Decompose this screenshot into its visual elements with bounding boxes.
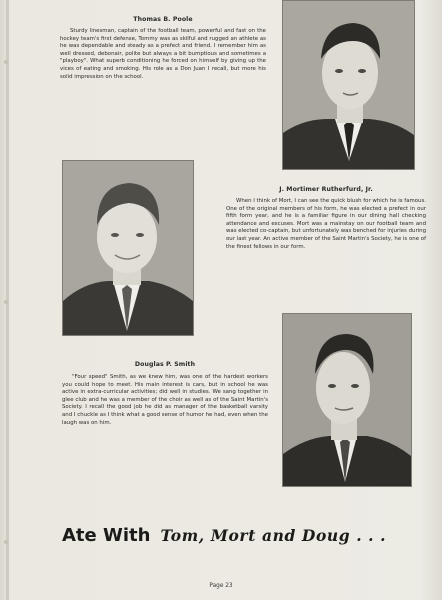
portrait-image <box>283 1 414 169</box>
portrait-photo-smith <box>282 313 412 487</box>
portrait-image <box>283 314 411 486</box>
student-name-smith: Douglas P. Smith <box>134 361 196 368</box>
binding-hole <box>4 540 8 544</box>
portrait-photo-rutherfurd <box>62 160 194 336</box>
student-bio-poole: Sturdy linesman, captain of the football team, powerful and fast on the hockey team's first defense, Tommy was as skilful and rugged an athlete as he was dependable and steady as a prefect and friend. I remember him as well dressed, debonair, polite but always a bit bumptious and sometimes a "playboy". What superb conditioning he forced on himself by giving up the vices of eating and smoking. His role as a Don Juan I recall, but more his solid impression on the school. <box>60 28 266 80</box>
heading-prefix: Ate With <box>62 525 151 546</box>
binding-hole <box>4 300 8 304</box>
ate-with-heading <box>62 525 386 546</box>
portrait-image <box>63 161 193 335</box>
binding-hole <box>4 60 8 64</box>
student-name-rutherfurd: J. Mortimer Rutherfurd, Jr. <box>279 186 373 193</box>
portrait-photo-poole <box>282 0 415 170</box>
student-bio-smith: "Four speed" Smith, as we knew him, was one of the hardest workers you could hope to meet. His main interest is cars, but in school he was active in extra-curricular activities; did well in studies. We sang together in glee club and he was a member of the choir as well as of the Saint Martin's Society. I recall the good job he did as manager of the basketball varsity and I chuckle as I think what a good sense of humor he had, even when the laugh was on him. <box>62 374 268 426</box>
heading-names: Tom, Mort and Doug . . . <box>160 526 387 545</box>
page-number: Page 23 <box>209 583 233 589</box>
student-bio-rutherfurd: When I think of Mort, I can see the quick blush for which he is famous. One of the original members of his form, he was elected a prefect in our fifth form year, and he is a familiar figure in our dining hall checking attendance and excuses. Mort was a mainstay on our football team and was elected co-captain, but unfortunately was benched for injuries during our last year. An active member of the Saint Martin's Society, he is one of the finest fellows in our form. <box>226 198 426 250</box>
student-name-poole: Thomas B. Poole <box>133 16 193 23</box>
